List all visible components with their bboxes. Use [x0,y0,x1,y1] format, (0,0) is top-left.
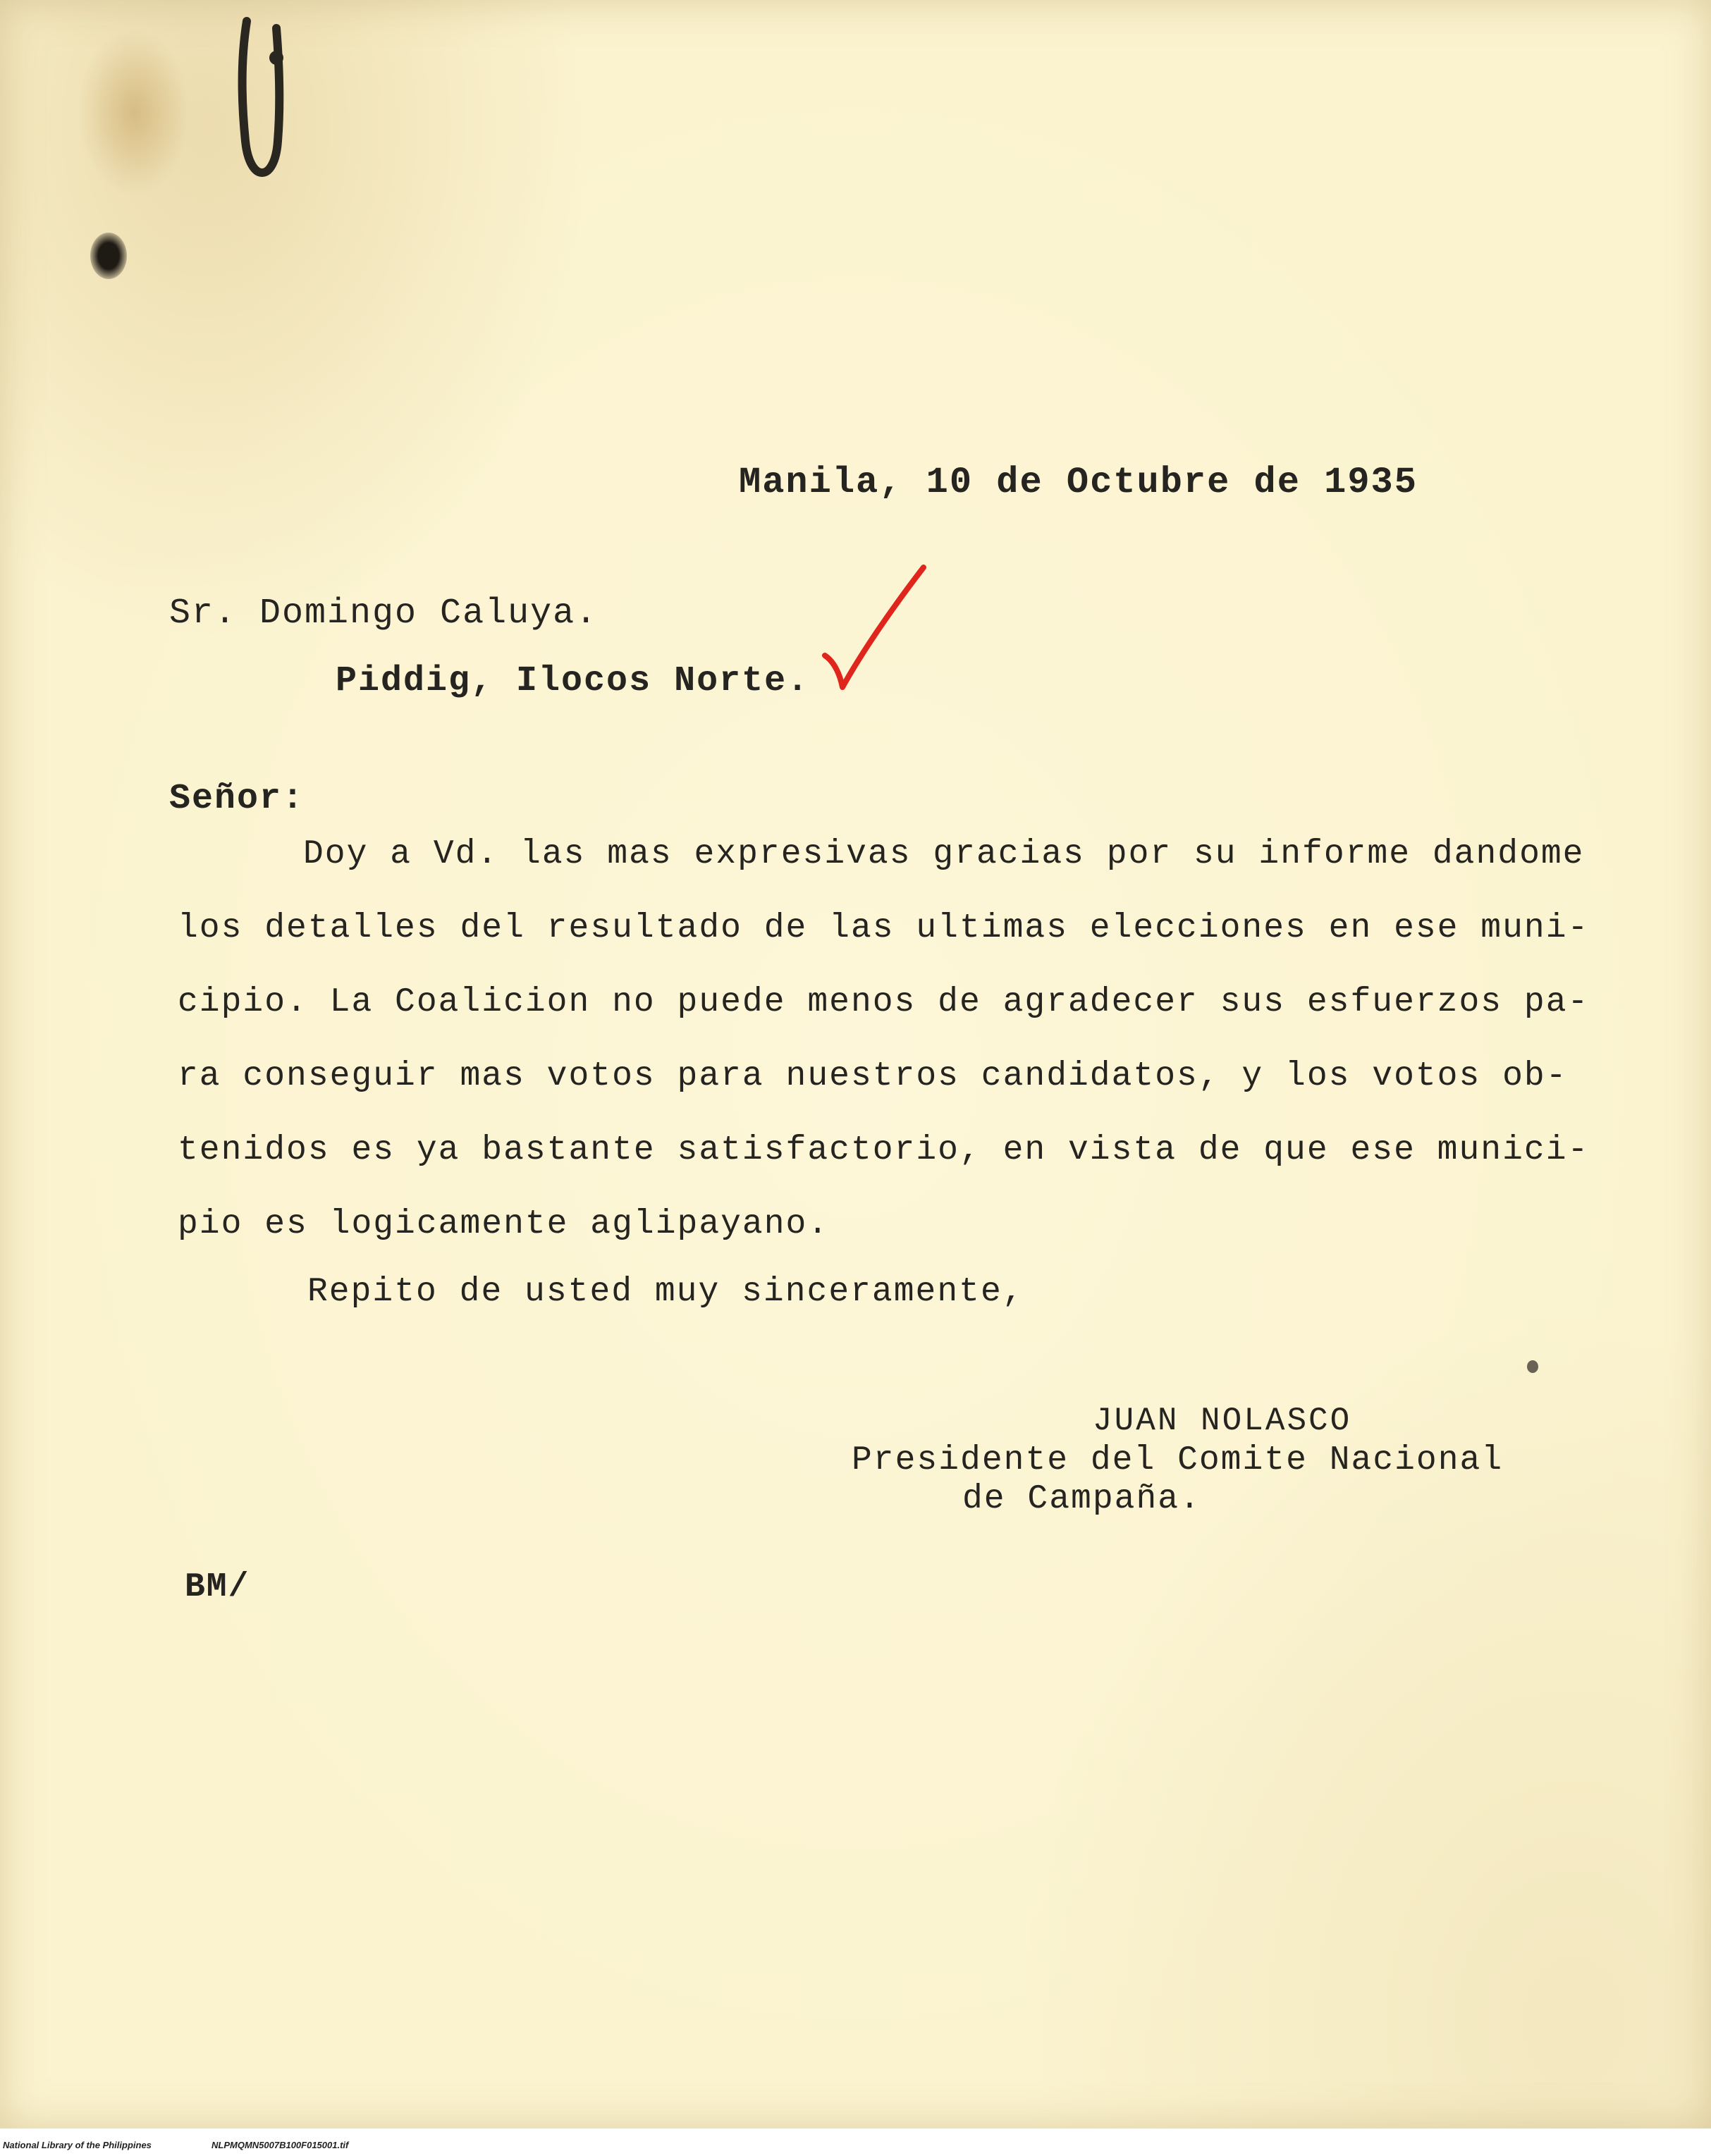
rust-stain [78,28,190,197]
body-line: pio es logicamente aglipayano. [178,1205,830,1243]
archive-institution: National Library of the Philippines [3,2140,152,2150]
signature-title: Presidente del Comite Nacional [852,1441,1504,1479]
red-checkmark [811,557,938,698]
typist-initials: BM/ [185,1568,250,1606]
body-line: tenidos es ya bastante satisfactorio, en vista de que ese munici- [178,1131,1590,1169]
recipient-place: Piddig, Ilocos Norte. [336,661,810,701]
body-line: los detalles del resultado de las ultimas elecciones en ese muni- [178,909,1590,947]
closing-line: Repito de usted muy sinceramente, [307,1273,1024,1311]
body-line: ra conseguir mas votos para nuestros candidatos, y los votos ob- [178,1057,1568,1095]
paper-clip-mark [226,14,296,183]
signature-title-continued: de Campaña. [962,1480,1201,1518]
letter-date: Manila, 10 de Octubre de 1935 [739,462,1418,503]
ink-blot [90,233,127,279]
archive-footer [0,2129,1711,2156]
ink-dot [1527,1360,1538,1373]
signature-name: JUAN NOLASCO [1093,1403,1352,1439]
recipient-name: Sr. Domingo Caluya. [169,593,599,634]
salutation: Señor: [169,779,305,819]
body-line: cipio. La Coalicion no puede menos de agradecer sus esfuerzos pa- [178,983,1590,1021]
body-line: Doy a Vd. las mas expresivas gracias por su informe dandome [303,835,1585,873]
archive-file-name: NLPMQMN5007B100F015001.tif [211,2140,349,2150]
